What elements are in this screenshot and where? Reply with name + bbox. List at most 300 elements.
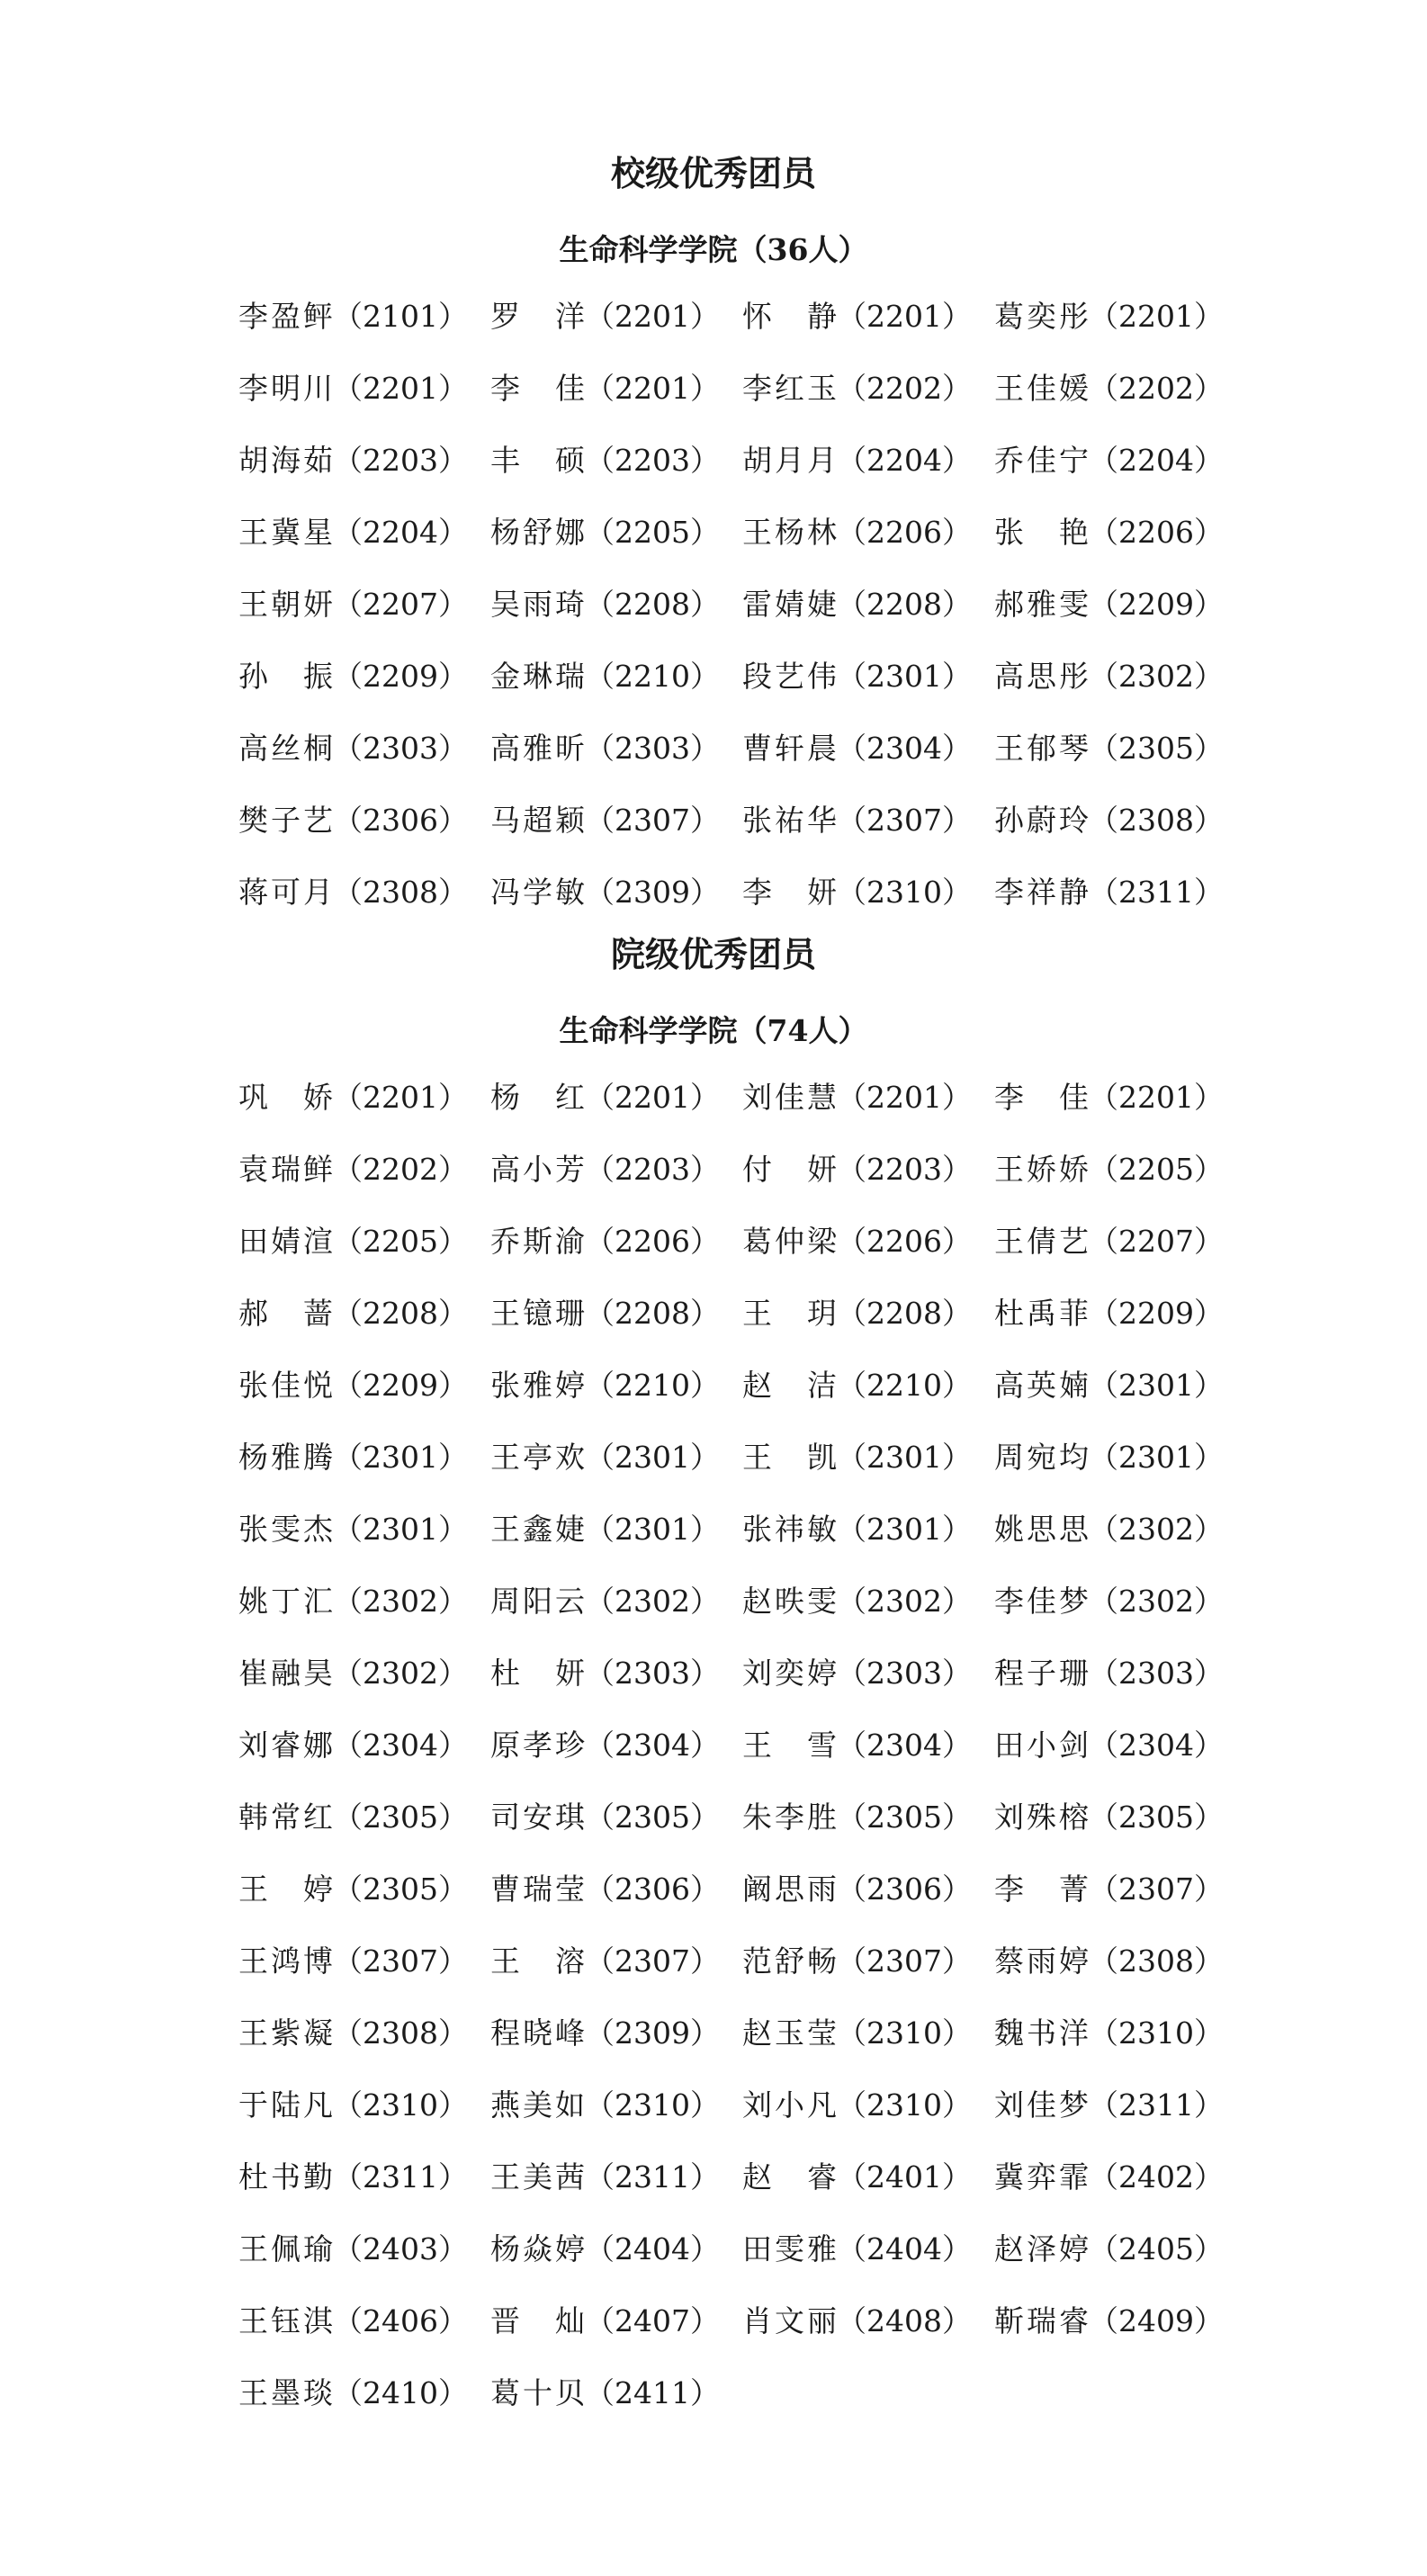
member-name: 赵昳雯 xyxy=(742,1584,837,1619)
member-row xyxy=(238,506,1255,578)
member-entry xyxy=(994,1071,1246,1143)
member-entry xyxy=(238,2006,490,2078)
member-name: 王雪 xyxy=(742,1728,837,1763)
member-name: 杨焱婷 xyxy=(490,2231,585,2266)
member-entry xyxy=(994,1503,1246,1575)
member-entry xyxy=(490,866,742,938)
member-class: （2302） xyxy=(333,1656,468,1691)
member-class: （2201） xyxy=(585,299,720,334)
member-entry xyxy=(238,362,490,434)
member-entry xyxy=(994,290,1246,362)
member-name: 冀弈霏 xyxy=(994,2159,1089,2195)
member-class: （2402） xyxy=(1089,2159,1224,2195)
member-entry xyxy=(490,1215,742,1287)
member-entry xyxy=(994,1359,1246,1431)
member-row xyxy=(238,1719,1255,1791)
member-name: 王郁琴 xyxy=(994,731,1089,766)
member-class: （2404） xyxy=(585,2231,720,2266)
member-name: 张祐华 xyxy=(742,803,837,838)
member-entry xyxy=(742,1719,994,1791)
member-entry xyxy=(742,1287,994,1359)
member-entry xyxy=(490,1934,742,2006)
member-entry xyxy=(238,506,490,578)
member-class: （2303） xyxy=(333,731,468,766)
member-entry xyxy=(238,290,490,362)
member-class: （2311） xyxy=(1089,875,1224,910)
member-entry xyxy=(490,1359,742,1431)
member-entry xyxy=(238,2078,490,2150)
member-entry xyxy=(742,2222,994,2294)
member-entry xyxy=(742,1575,994,1647)
member-name: 王钰淇 xyxy=(238,2303,333,2338)
member-entry xyxy=(490,1791,742,1862)
member-name: 罗洋 xyxy=(490,299,585,334)
member-name: 赵玉莹 xyxy=(742,2015,837,2051)
member-name: 孙振 xyxy=(238,659,333,694)
member-entry xyxy=(490,1575,742,1647)
member-name: 王佳媛 xyxy=(994,371,1089,406)
member-entry xyxy=(742,2078,994,2150)
member-name: 杨雅腾 xyxy=(238,1440,333,1475)
member-name: 张佳悦 xyxy=(238,1368,333,1403)
member-class: （2307） xyxy=(837,803,972,838)
member-class: （2311） xyxy=(585,2159,720,2195)
section-title-school: 校级优秀团员 xyxy=(610,154,816,193)
member-entry xyxy=(490,794,742,866)
member-row xyxy=(238,2006,1255,2078)
member-class: （2305） xyxy=(333,1871,468,1907)
member-class: （2301） xyxy=(837,1512,972,1547)
member-row xyxy=(238,578,1255,650)
member-class: （2209） xyxy=(333,1368,468,1403)
member-entry xyxy=(490,1862,742,1934)
member-class: （2202） xyxy=(333,1152,468,1187)
member-class: （2203） xyxy=(333,443,468,478)
member-name: 胡海茹 xyxy=(238,443,333,478)
member-name: 雷婧婕 xyxy=(742,587,837,622)
member-entry xyxy=(490,650,742,722)
member-entry xyxy=(490,578,742,650)
member-name: 曹瑞莹 xyxy=(490,1871,585,1907)
member-entry xyxy=(490,1719,742,1791)
member-name: 李盈鲆 xyxy=(238,299,333,334)
member-name: 王婷 xyxy=(238,1871,333,1907)
member-entry xyxy=(490,2006,742,2078)
member-entry xyxy=(238,2294,490,2366)
member-class: （2205） xyxy=(1089,1152,1224,1187)
member-name: 韩常红 xyxy=(238,1800,333,1835)
member-row xyxy=(238,1287,1255,1359)
member-row xyxy=(238,1503,1255,1575)
member-entry xyxy=(994,1719,1246,1791)
member-name: 杨红 xyxy=(490,1080,585,1115)
member-class: （2305） xyxy=(333,1800,468,1835)
member-name: 王鸿博 xyxy=(238,1943,333,1979)
member-class: （2204） xyxy=(333,515,468,550)
member-name: 刘佳梦 xyxy=(994,2087,1089,2123)
member-entry xyxy=(490,506,742,578)
member-class: （2304） xyxy=(1089,1728,1224,1763)
member-entry xyxy=(742,1934,994,2006)
member-name: 刘睿娜 xyxy=(238,1728,333,1763)
member-entry xyxy=(994,362,1246,434)
member-name: 金琳瑞 xyxy=(490,659,585,694)
member-class: （2308） xyxy=(333,2015,468,2051)
member-class: （2310） xyxy=(333,2087,468,2123)
member-entry xyxy=(742,2006,994,2078)
member-class: （2205） xyxy=(585,515,720,550)
member-entry xyxy=(490,2150,742,2222)
member-row xyxy=(238,1359,1255,1431)
member-entry xyxy=(742,2150,994,2222)
member-name: 郝蔷 xyxy=(238,1296,333,1331)
member-class: （2208） xyxy=(837,587,972,622)
member-entry xyxy=(742,722,994,794)
member-name: 乔斯渝 xyxy=(490,1224,585,1259)
member-name: 刘佳慧 xyxy=(742,1080,837,1115)
member-name: 范舒畅 xyxy=(742,1943,837,1979)
member-class: （2303） xyxy=(1089,1656,1224,1691)
member-class: （2301） xyxy=(1089,1440,1224,1475)
member-class: （2304） xyxy=(837,731,972,766)
member-class: （2302） xyxy=(333,1584,468,1619)
member-class: （2310） xyxy=(837,2087,972,2123)
member-entry xyxy=(238,866,490,938)
member-row xyxy=(238,866,1255,938)
member-name: 蔡雨婷 xyxy=(994,1943,1089,1979)
member-name: 胡月月 xyxy=(742,443,837,478)
member-name: 蒋可月 xyxy=(238,875,333,910)
member-name: 李佳梦 xyxy=(994,1584,1089,1619)
member-entry xyxy=(742,506,994,578)
member-name: 吴雨琦 xyxy=(490,587,585,622)
member-entry xyxy=(742,1647,994,1719)
member-entry xyxy=(742,1143,994,1215)
member-name: 张艳 xyxy=(994,515,1089,550)
member-row xyxy=(238,1431,1255,1503)
member-name: 王亭欢 xyxy=(490,1440,585,1475)
member-class: （2303） xyxy=(585,731,720,766)
member-class: （2309） xyxy=(585,2015,720,2051)
member-class: （2206） xyxy=(1089,515,1224,550)
member-name: 朱李胜 xyxy=(742,1800,837,1835)
member-name: 高思彤 xyxy=(994,659,1089,694)
member-entry xyxy=(238,1143,490,1215)
member-entry xyxy=(742,1215,994,1287)
member-class: （2302） xyxy=(1089,1584,1224,1619)
member-class: （2304） xyxy=(333,1728,468,1763)
member-row xyxy=(238,794,1255,866)
member-name: 孙蔚玲 xyxy=(994,803,1089,838)
member-class: （2411） xyxy=(585,2375,720,2410)
member-row xyxy=(238,1934,1255,2006)
member-entry xyxy=(490,2366,742,2438)
member-class: （2302） xyxy=(585,1584,720,1619)
member-entry xyxy=(238,1719,490,1791)
member-entry xyxy=(238,434,490,506)
member-class: （2307） xyxy=(837,1943,972,1979)
member-class: （2304） xyxy=(837,1728,972,1763)
member-name: 李红玉 xyxy=(742,371,837,406)
member-name: 赵睿 xyxy=(742,2159,837,2195)
member-class: （2301） xyxy=(837,659,972,694)
member-class: （2403） xyxy=(333,2231,468,2266)
member-entry xyxy=(238,1575,490,1647)
member-name: 杜妍 xyxy=(490,1656,585,1691)
member-name: 葛十贝 xyxy=(490,2375,585,2410)
member-name: 王玥 xyxy=(742,1296,837,1331)
member-class: （2205） xyxy=(333,1224,468,1259)
member-entry xyxy=(490,1503,742,1575)
member-entry xyxy=(490,1287,742,1359)
member-name: 王墨琰 xyxy=(238,2375,333,2410)
member-name: 王紫凝 xyxy=(238,2015,333,2051)
member-name: 田婧渲 xyxy=(238,1224,333,1259)
member-name: 王溶 xyxy=(490,1943,585,1979)
member-class: （2301） xyxy=(333,1512,468,1547)
member-entry xyxy=(238,1862,490,1934)
member-class: （2307） xyxy=(585,1943,720,1979)
member-entry xyxy=(490,722,742,794)
member-name: 王娇娇 xyxy=(994,1152,1089,1187)
member-name: 杜禹菲 xyxy=(994,1296,1089,1331)
member-class: （2405） xyxy=(1089,2231,1224,2266)
member-entry xyxy=(994,1934,1246,2006)
member-entry xyxy=(994,1647,1246,1719)
member-entry xyxy=(994,1862,1246,1934)
member-name: 王凯 xyxy=(742,1440,837,1475)
member-name: 李佳 xyxy=(490,371,585,406)
member-name: 李祥静 xyxy=(994,875,1089,910)
member-name: 王镱珊 xyxy=(490,1296,585,1331)
member-row xyxy=(238,362,1255,434)
member-class: （2406） xyxy=(333,2303,468,2338)
section-title-college: 院级优秀团员 xyxy=(610,935,816,974)
member-name: 王杨林 xyxy=(742,515,837,550)
member-class: （2310） xyxy=(585,2087,720,2123)
member-entry xyxy=(742,1791,994,1862)
member-class: （2301） xyxy=(585,1440,720,1475)
member-name: 丰硕 xyxy=(490,443,585,478)
member-name: 阚思雨 xyxy=(742,1871,837,1907)
member-name: 李明川 xyxy=(238,371,333,406)
member-name: 杜书勤 xyxy=(238,2159,333,2195)
member-class: （2311） xyxy=(1089,2087,1224,2123)
member-class: （2306） xyxy=(837,1871,972,1907)
member-class: （2201） xyxy=(333,371,468,406)
member-class: （2302） xyxy=(837,1584,972,1619)
member-entry xyxy=(238,2366,490,2438)
member-name: 葛仲梁 xyxy=(742,1224,837,1259)
member-row xyxy=(238,1215,1255,1287)
member-entry xyxy=(238,2150,490,2222)
member-entry xyxy=(994,794,1246,866)
member-name: 周阳云 xyxy=(490,1584,585,1619)
member-class: （2308） xyxy=(1089,1943,1224,1979)
member-class: （2209） xyxy=(1089,1296,1224,1331)
member-name: 李佳 xyxy=(994,1080,1089,1115)
member-name: 姚丁汇 xyxy=(238,1584,333,1619)
member-class: （2210） xyxy=(585,659,720,694)
member-class: （2201） xyxy=(333,1080,468,1115)
member-name: 王鑫婕 xyxy=(490,1512,585,1547)
member-class: （2301） xyxy=(1089,1368,1224,1403)
member-name: 冯学敏 xyxy=(490,875,585,910)
member-entry xyxy=(490,290,742,362)
member-class: （2303） xyxy=(585,1656,720,1691)
member-name: 张雅婷 xyxy=(490,1368,585,1403)
member-row xyxy=(238,1071,1255,1143)
member-entry xyxy=(994,1143,1246,1215)
member-entry xyxy=(490,434,742,506)
member-class: （2203） xyxy=(585,1152,720,1187)
member-row xyxy=(238,1143,1255,1215)
member-name: 袁瑞鲜 xyxy=(238,1152,333,1187)
member-entry xyxy=(742,1862,994,1934)
member-class: （2310） xyxy=(837,875,972,910)
member-row xyxy=(238,290,1255,362)
member-name: 怀静 xyxy=(742,299,837,334)
member-entry xyxy=(742,866,994,938)
member-entry xyxy=(994,1431,1246,1503)
member-row xyxy=(238,434,1255,506)
member-class: （2202） xyxy=(1089,371,1224,406)
member-entry xyxy=(994,2294,1246,2366)
member-entry xyxy=(994,866,1246,938)
member-name: 李妍 xyxy=(742,875,837,910)
member-class: （2305） xyxy=(837,1800,972,1835)
member-name: 崔融昊 xyxy=(238,1656,333,1691)
member-class: （2207） xyxy=(333,587,468,622)
member-entry xyxy=(994,1287,1246,1359)
member-class: （2310） xyxy=(837,2015,972,2051)
member-entry xyxy=(238,578,490,650)
member-name: 田雯雅 xyxy=(742,2231,837,2266)
member-name: 程子珊 xyxy=(994,1656,1089,1691)
member-class: （2408） xyxy=(837,2303,972,2338)
member-class: （2207） xyxy=(1089,1224,1224,1259)
member-name: 魏书洋 xyxy=(994,2015,1089,2051)
member-class: （2305） xyxy=(1089,1800,1224,1835)
member-name: 晋灿 xyxy=(490,2303,585,2338)
member-entry xyxy=(742,578,994,650)
member-entry xyxy=(238,1503,490,1575)
member-entry xyxy=(994,1215,1246,1287)
member-entry xyxy=(238,1071,490,1143)
member-name: 王佩瑜 xyxy=(238,2231,333,2266)
member-entry xyxy=(994,1575,1246,1647)
member-class: （2305） xyxy=(585,1800,720,1835)
member-row xyxy=(238,2294,1255,2366)
member-entry xyxy=(742,362,994,434)
member-class: （2307） xyxy=(1089,1871,1224,1907)
member-entry xyxy=(490,2078,742,2150)
member-name: 王美茜 xyxy=(490,2159,585,2195)
member-class: （2307） xyxy=(585,803,720,838)
member-entry xyxy=(238,1791,490,1862)
member-class: （2201） xyxy=(837,299,972,334)
member-name: 段艺伟 xyxy=(742,659,837,694)
member-class: （2302） xyxy=(1089,659,1224,694)
member-class: （2305） xyxy=(1089,731,1224,766)
member-row xyxy=(238,2366,1255,2438)
member-class: （2401） xyxy=(837,2159,972,2195)
member-class: （2101） xyxy=(333,299,468,334)
member-entry xyxy=(238,2222,490,2294)
member-name: 于陆凡 xyxy=(238,2087,333,2123)
member-class: （2201） xyxy=(1089,1080,1224,1115)
member-entry xyxy=(742,794,994,866)
member-class: （2206） xyxy=(585,1224,720,1259)
member-row xyxy=(238,2078,1255,2150)
member-entry xyxy=(490,1647,742,1719)
member-name: 王冀星 xyxy=(238,515,333,550)
member-class: （2306） xyxy=(585,1871,720,1907)
section-subtitle-school: 生命科学学院（36人） xyxy=(559,232,868,267)
member-class: （2404） xyxy=(837,2231,972,2266)
member-class: （2201） xyxy=(585,371,720,406)
member-entry xyxy=(742,1503,994,1575)
member-row xyxy=(238,722,1255,794)
member-class: （2201） xyxy=(1089,299,1224,334)
member-entry xyxy=(994,434,1246,506)
member-class: （2308） xyxy=(333,875,468,910)
member-name: 王朝妍 xyxy=(238,587,333,622)
member-name: 张雯杰 xyxy=(238,1512,333,1547)
member-entry xyxy=(238,1934,490,2006)
member-name: 樊子艺 xyxy=(238,803,333,838)
member-name: 程晓峰 xyxy=(490,2015,585,2051)
member-class: （2304） xyxy=(585,1728,720,1763)
member-entry xyxy=(742,290,994,362)
member-name: 李菁 xyxy=(994,1871,1089,1907)
member-list-school xyxy=(238,290,1255,938)
member-name: 刘殊榕 xyxy=(994,1800,1089,1835)
member-name: 王倩艺 xyxy=(994,1224,1089,1259)
member-entry xyxy=(238,650,490,722)
member-entry xyxy=(238,1215,490,1287)
member-name: 姚思思 xyxy=(994,1512,1089,1547)
member-name: 刘奕婷 xyxy=(742,1656,837,1691)
member-class: （2203） xyxy=(837,1152,972,1187)
member-row xyxy=(238,1862,1255,1934)
member-name: 马超颖 xyxy=(490,803,585,838)
member-row xyxy=(238,2150,1255,2222)
member-name: 巩娇 xyxy=(238,1080,333,1115)
member-class: （2409） xyxy=(1089,2303,1224,2338)
member-class: （2309） xyxy=(585,875,720,910)
member-class: （2301） xyxy=(585,1512,720,1547)
member-name: 田小剑 xyxy=(994,1728,1089,1763)
member-row xyxy=(238,650,1255,722)
member-name: 原孝珍 xyxy=(490,1728,585,1763)
member-class: （2203） xyxy=(585,443,720,478)
member-entry xyxy=(490,1431,742,1503)
member-class: （2209） xyxy=(1089,587,1224,622)
member-entry xyxy=(994,506,1246,578)
member-name: 高雅昕 xyxy=(490,731,585,766)
member-class: （2301） xyxy=(333,1440,468,1475)
member-entry xyxy=(994,578,1246,650)
member-name: 刘小凡 xyxy=(742,2087,837,2123)
member-class: （2208） xyxy=(837,1296,972,1331)
member-name: 赵泽婷 xyxy=(994,2231,1089,2266)
member-name: 周宛均 xyxy=(994,1440,1089,1475)
member-class: （2206） xyxy=(837,515,972,550)
member-name: 曹轩晨 xyxy=(742,731,837,766)
member-entry xyxy=(490,2222,742,2294)
member-name: 司安琪 xyxy=(490,1800,585,1835)
